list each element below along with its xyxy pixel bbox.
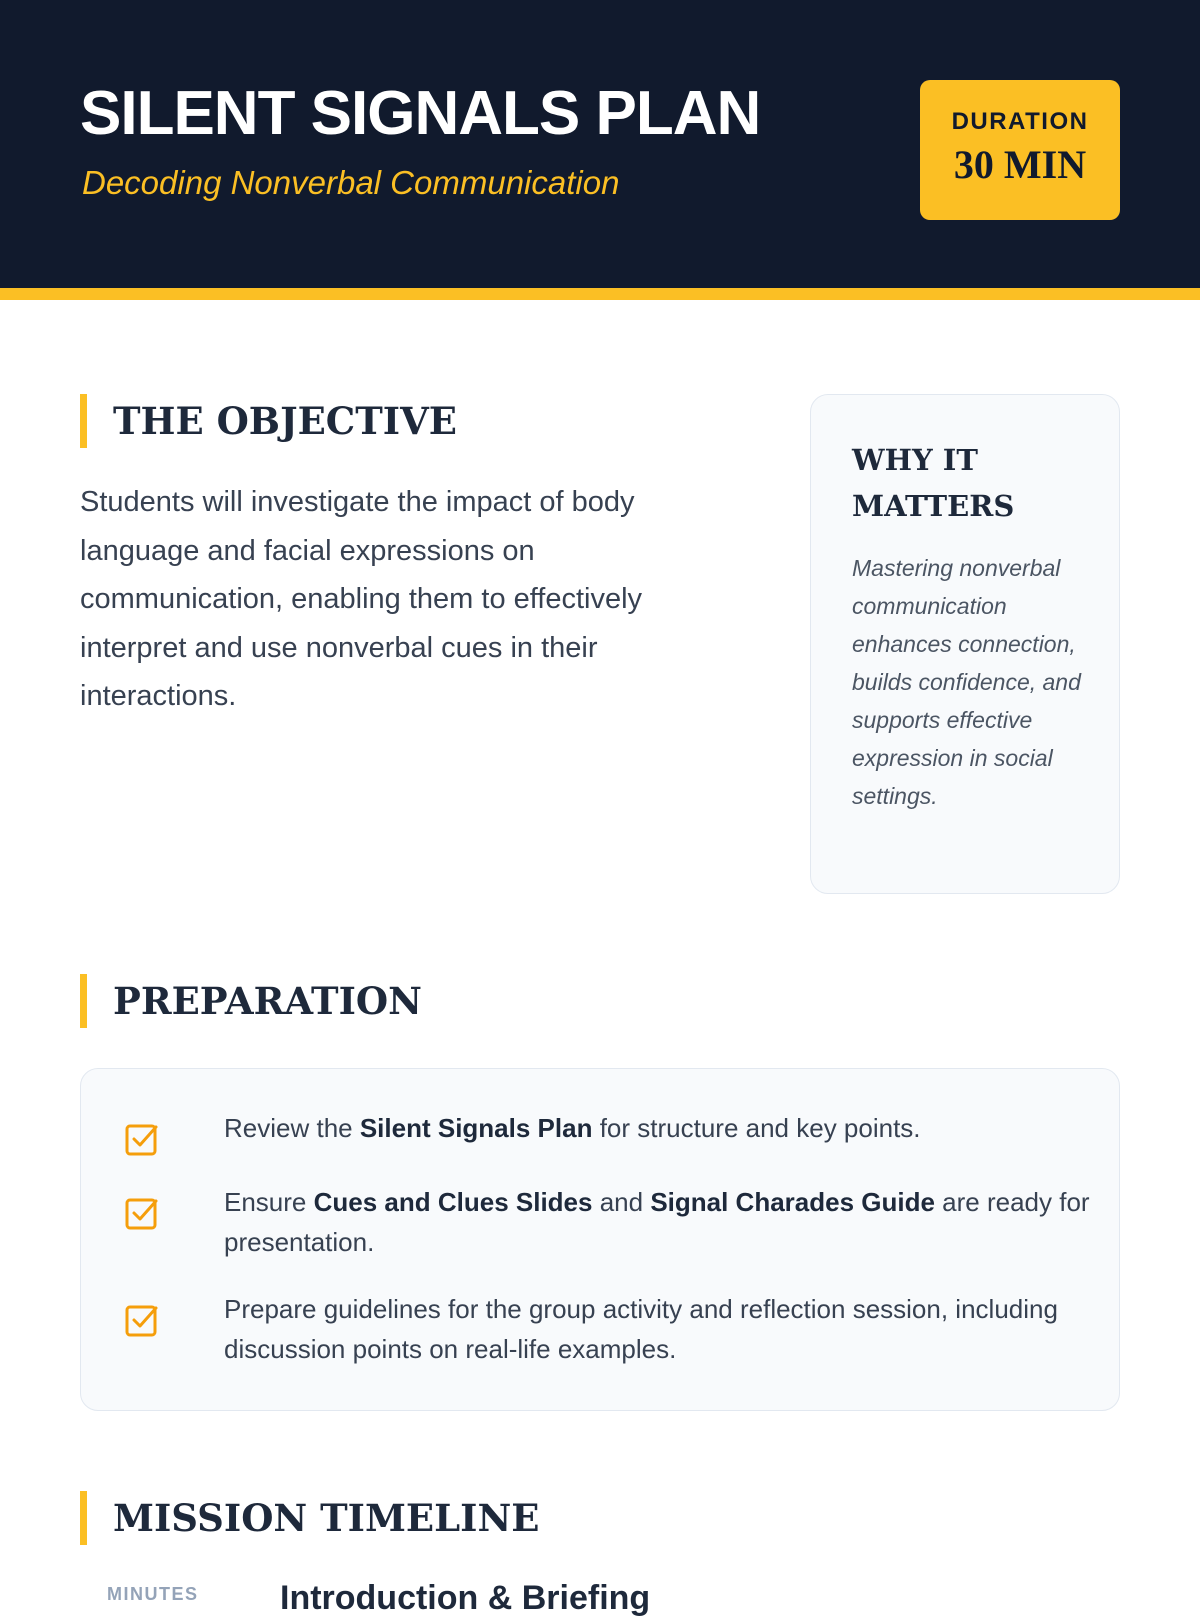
prep-text-segment: Prepare guidelines for the group activity and reflection session, including discussion points on real-life examples. — [224, 1294, 1058, 1364]
prep-text-segment: are ready for presentation. — [224, 1187, 1090, 1257]
objective-text: Students will investigate the impact of body language and facial expressions on communication, enabling them to effectively interpret and use nonverbal cues in their interactions. — [80, 486, 643, 712]
timeline-minutes-label: MINUTES — [107, 1584, 199, 1604]
checkbox-check-icon — [125, 1122, 159, 1156]
prep-item-text — [224, 1289, 1124, 1369]
objective-heading: THE OBJECTIVE — [80, 394, 457, 448]
prep-text-emphasis: Signal Charades Guide — [650, 1187, 935, 1217]
timeline-step-title: Introduction & Briefing — [280, 1579, 651, 1617]
page-header — [0, 0, 1200, 300]
checkbox-check-icon — [125, 1303, 159, 1337]
why-it-matters-card — [810, 394, 1120, 894]
why-it-matters-text: Mastering nonverbal communication enhances connection, builds confidence, and supports effective expression in social settings. — [852, 555, 1081, 809]
timeline-heading: MISSION TIMELINE — [80, 1491, 539, 1545]
prep-text-segment: Ensure — [224, 1187, 314, 1217]
duration-value: 30 MIN — [953, 142, 1087, 187]
checkbox-check-icon — [125, 1196, 159, 1230]
prep-text-emphasis: Cues and Clues Slides — [313, 1187, 593, 1217]
page-title: SILENT SIGNALS PLAN — [80, 79, 761, 148]
why-it-matters-title: WHY IT MATTERS — [852, 443, 1015, 523]
preparation-heading: PREPARATION — [80, 974, 422, 1028]
prep-item-text — [224, 1182, 1124, 1262]
prep-text-segment: and — [592, 1187, 651, 1217]
prep-text-emphasis: Silent Signals Plan — [359, 1113, 593, 1143]
prep-item-text — [224, 1108, 1124, 1148]
duration-badge — [920, 80, 1120, 220]
preparation-card — [80, 1068, 1120, 1411]
page-subtitle: Decoding Nonverbal Communication — [82, 164, 620, 201]
prep-text-segment: Review the — [224, 1113, 360, 1143]
duration-label: DURATION — [951, 108, 1089, 135]
prep-text-segment: for structure and key points. — [592, 1113, 921, 1143]
